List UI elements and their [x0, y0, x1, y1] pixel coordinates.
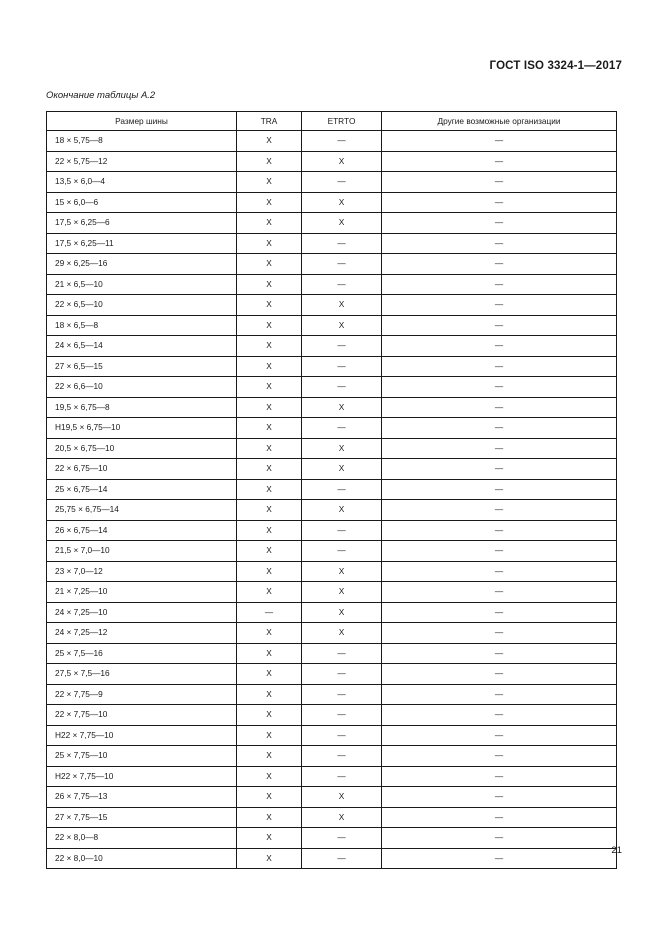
cell-etrto: X — [302, 787, 382, 808]
cell-etrto: — — [302, 131, 382, 152]
cell-tra: X — [237, 151, 302, 172]
cell-etrto: — — [302, 705, 382, 726]
cell-etrto: X — [302, 807, 382, 828]
table-row — [47, 725, 617, 746]
table-row — [47, 746, 617, 767]
cell-etrto: X — [302, 500, 382, 521]
cell-etrto: X — [302, 397, 382, 418]
cell-tire-size: 22 × 7,75—9 — [47, 684, 237, 705]
cell-tire-size: 25 × 7,5—16 — [47, 643, 237, 664]
table-row — [47, 561, 617, 582]
column-header-size: Размер шины — [47, 112, 237, 131]
cell-tire-size: 20,5 × 6,75—10 — [47, 438, 237, 459]
cell-tra: X — [237, 418, 302, 439]
table-row — [47, 377, 617, 398]
table-row — [47, 151, 617, 172]
table-row — [47, 479, 617, 500]
table-row — [47, 500, 617, 521]
cell-tra: X — [237, 664, 302, 685]
cell-other-organizations: — — [382, 684, 617, 705]
cell-other-organizations: — — [382, 582, 617, 603]
cell-other-organizations: — — [382, 520, 617, 541]
cell-tra: X — [237, 356, 302, 377]
cell-etrto: X — [302, 582, 382, 603]
cell-etrto: — — [302, 684, 382, 705]
table-row — [47, 254, 617, 275]
cell-tire-size: 25 × 6,75—14 — [47, 479, 237, 500]
table-row — [47, 582, 617, 603]
cell-etrto: — — [302, 233, 382, 254]
cell-other-organizations: — — [382, 643, 617, 664]
cell-other-organizations: — — [382, 766, 617, 787]
table-row — [47, 336, 617, 357]
cell-other-organizations: — — [382, 500, 617, 521]
cell-etrto: — — [302, 848, 382, 869]
cell-tire-size: 17,5 × 6,25—11 — [47, 233, 237, 254]
cell-tra: X — [237, 254, 302, 275]
table-row — [47, 213, 617, 234]
cell-tire-size: 21 × 6,5—10 — [47, 274, 237, 295]
table-row — [47, 828, 617, 849]
table-row — [47, 705, 617, 726]
column-header-etrto: ETRTO — [302, 112, 382, 131]
cell-other-organizations: — — [382, 315, 617, 336]
table-row — [47, 397, 617, 418]
table-row — [47, 848, 617, 869]
cell-other-organizations: — — [382, 418, 617, 439]
cell-tra: — — [237, 602, 302, 623]
cell-other-organizations: — — [382, 397, 617, 418]
cell-other-organizations: — — [382, 664, 617, 685]
cell-tire-size: 27 × 6,5—15 — [47, 356, 237, 377]
cell-etrto: — — [302, 418, 382, 439]
cell-tra: X — [237, 500, 302, 521]
cell-other-organizations: — — [382, 356, 617, 377]
cell-tire-size: 18 × 5,75—8 — [47, 131, 237, 152]
cell-etrto: X — [302, 295, 382, 316]
cell-tra: X — [237, 807, 302, 828]
table-row — [47, 766, 617, 787]
cell-tire-size: 25 × 7,75—10 — [47, 746, 237, 767]
cell-tra: X — [237, 541, 302, 562]
cell-tra: X — [237, 131, 302, 152]
cell-tra: X — [237, 172, 302, 193]
cell-tire-size: 21 × 7,25—10 — [47, 582, 237, 603]
cell-etrto: — — [302, 479, 382, 500]
cell-tire-size: 18 × 6,5—8 — [47, 315, 237, 336]
cell-tire-size: 22 × 7,75—10 — [47, 705, 237, 726]
cell-other-organizations: — — [382, 459, 617, 480]
cell-other-organizations: — — [382, 848, 617, 869]
cell-tire-size: 27 × 7,75—15 — [47, 807, 237, 828]
cell-tra: X — [237, 274, 302, 295]
table-body — [47, 131, 617, 869]
cell-tire-size: 24 × 7,25—10 — [47, 602, 237, 623]
cell-other-organizations: — — [382, 172, 617, 193]
cell-etrto: X — [302, 213, 382, 234]
cell-etrto: X — [302, 602, 382, 623]
cell-other-organizations: — — [382, 438, 617, 459]
cell-other-organizations: — — [382, 746, 617, 767]
cell-etrto: — — [302, 172, 382, 193]
table-row — [47, 356, 617, 377]
cell-tra: X — [237, 397, 302, 418]
table-row — [47, 643, 617, 664]
cell-etrto: X — [302, 438, 382, 459]
cell-tire-size: 24 × 7,25—12 — [47, 623, 237, 644]
table-row — [47, 295, 617, 316]
cell-tra: X — [237, 438, 302, 459]
cell-other-organizations: — — [382, 828, 617, 849]
cell-tra: X — [237, 582, 302, 603]
cell-tra: X — [237, 787, 302, 808]
column-header-other: Другие возможные организации — [382, 112, 617, 131]
cell-tire-size: 22 × 8,0—8 — [47, 828, 237, 849]
cell-etrto: X — [302, 623, 382, 644]
cell-etrto: — — [302, 725, 382, 746]
cell-other-organizations: — — [382, 787, 617, 808]
cell-tire-size: 26 × 6,75—14 — [47, 520, 237, 541]
cell-other-organizations: — — [382, 561, 617, 582]
table-row — [47, 520, 617, 541]
cell-other-organizations: — — [382, 274, 617, 295]
table-row — [47, 233, 617, 254]
cell-other-organizations: — — [382, 807, 617, 828]
cell-tra: X — [237, 643, 302, 664]
cell-tra: X — [237, 192, 302, 213]
table-row — [47, 602, 617, 623]
cell-tra: X — [237, 520, 302, 541]
cell-etrto: — — [302, 274, 382, 295]
cell-etrto: X — [302, 459, 382, 480]
table-row — [47, 418, 617, 439]
cell-etrto: X — [302, 561, 382, 582]
cell-other-organizations: — — [382, 479, 617, 500]
table-row — [47, 459, 617, 480]
cell-tra: X — [237, 828, 302, 849]
cell-tire-size: 24 × 6,5—14 — [47, 336, 237, 357]
table-row — [47, 623, 617, 644]
cell-other-organizations: — — [382, 623, 617, 644]
cell-tra: X — [237, 684, 302, 705]
cell-tire-size: 22 × 5,75—12 — [47, 151, 237, 172]
cell-other-organizations: — — [382, 295, 617, 316]
cell-etrto: X — [302, 151, 382, 172]
cell-etrto: — — [302, 520, 382, 541]
cell-tra: X — [237, 766, 302, 787]
cell-etrto: X — [302, 315, 382, 336]
table-row — [47, 664, 617, 685]
cell-other-organizations: — — [382, 377, 617, 398]
table-row — [47, 172, 617, 193]
table-row — [47, 315, 617, 336]
table-row — [47, 131, 617, 152]
table-row — [47, 684, 617, 705]
cell-tra: X — [237, 295, 302, 316]
cell-tra: X — [237, 848, 302, 869]
table-row — [47, 192, 617, 213]
cell-etrto: — — [302, 766, 382, 787]
column-header-tra: TRA — [237, 112, 302, 131]
cell-etrto: — — [302, 254, 382, 275]
cell-tra: X — [237, 746, 302, 767]
table-row — [47, 438, 617, 459]
cell-other-organizations: — — [382, 705, 617, 726]
cell-tire-size: 13,5 × 6,0—4 — [47, 172, 237, 193]
cell-tire-size: 15 × 6,0—6 — [47, 192, 237, 213]
table-row — [47, 807, 617, 828]
table-row — [47, 541, 617, 562]
cell-tra: X — [237, 213, 302, 234]
cell-tire-size: 21,5 × 7,0—10 — [47, 541, 237, 562]
cell-etrto: — — [302, 664, 382, 685]
cell-tire-size: H22 × 7,75—10 — [47, 725, 237, 746]
cell-tire-size: 19,5 × 6,75—8 — [47, 397, 237, 418]
cell-etrto: — — [302, 336, 382, 357]
cell-tire-size: H19,5 × 6,75—10 — [47, 418, 237, 439]
cell-tra: X — [237, 725, 302, 746]
cell-tra: X — [237, 623, 302, 644]
table-row — [47, 274, 617, 295]
cell-tra: X — [237, 233, 302, 254]
cell-other-organizations: — — [382, 254, 617, 275]
cell-other-organizations: — — [382, 131, 617, 152]
cell-tire-size: 22 × 6,6—10 — [47, 377, 237, 398]
cell-other-organizations: — — [382, 151, 617, 172]
cell-other-organizations: — — [382, 541, 617, 562]
cell-tra: X — [237, 315, 302, 336]
cell-tire-size: 22 × 8,0—10 — [47, 848, 237, 869]
table-header-row — [47, 112, 617, 131]
cell-tire-size: 27,5 × 7,5—16 — [47, 664, 237, 685]
cell-tra: X — [237, 561, 302, 582]
cell-etrto: — — [302, 643, 382, 664]
cell-tire-size: 29 × 6,25—16 — [47, 254, 237, 275]
cell-etrto: — — [302, 377, 382, 398]
cell-other-organizations: — — [382, 192, 617, 213]
cell-etrto: — — [302, 746, 382, 767]
cell-tire-size: 17,5 × 6,25—6 — [47, 213, 237, 234]
cell-etrto: — — [302, 356, 382, 377]
cell-etrto: — — [302, 828, 382, 849]
cell-tra: X — [237, 336, 302, 357]
document-standard-header: ГОСТ ISO 3324-1—2017 — [489, 60, 622, 72]
cell-tire-size: H22 × 7,75—10 — [47, 766, 237, 787]
cell-tra: X — [237, 377, 302, 398]
cell-tra: X — [237, 479, 302, 500]
cell-other-organizations: — — [382, 213, 617, 234]
cell-other-organizations: — — [382, 233, 617, 254]
page-number: 21 — [611, 845, 622, 856]
table-caption: Окончание таблицы А.2 — [46, 90, 156, 101]
cell-tire-size: 25,75 × 6,75—14 — [47, 500, 237, 521]
cell-tra: X — [237, 705, 302, 726]
cell-etrto: X — [302, 192, 382, 213]
cell-etrto: — — [302, 541, 382, 562]
cell-tire-size: 22 × 6,5—10 — [47, 295, 237, 316]
cell-tire-size: 23 × 7,0—12 — [47, 561, 237, 582]
cell-tire-size: 26 × 7,75—13 — [47, 787, 237, 808]
cell-tra: X — [237, 459, 302, 480]
table-row — [47, 787, 617, 808]
cell-other-organizations: — — [382, 336, 617, 357]
cell-tire-size: 22 × 6,75—10 — [47, 459, 237, 480]
cell-other-organizations: — — [382, 602, 617, 623]
tire-size-table — [46, 111, 617, 869]
cell-other-organizations: — — [382, 725, 617, 746]
